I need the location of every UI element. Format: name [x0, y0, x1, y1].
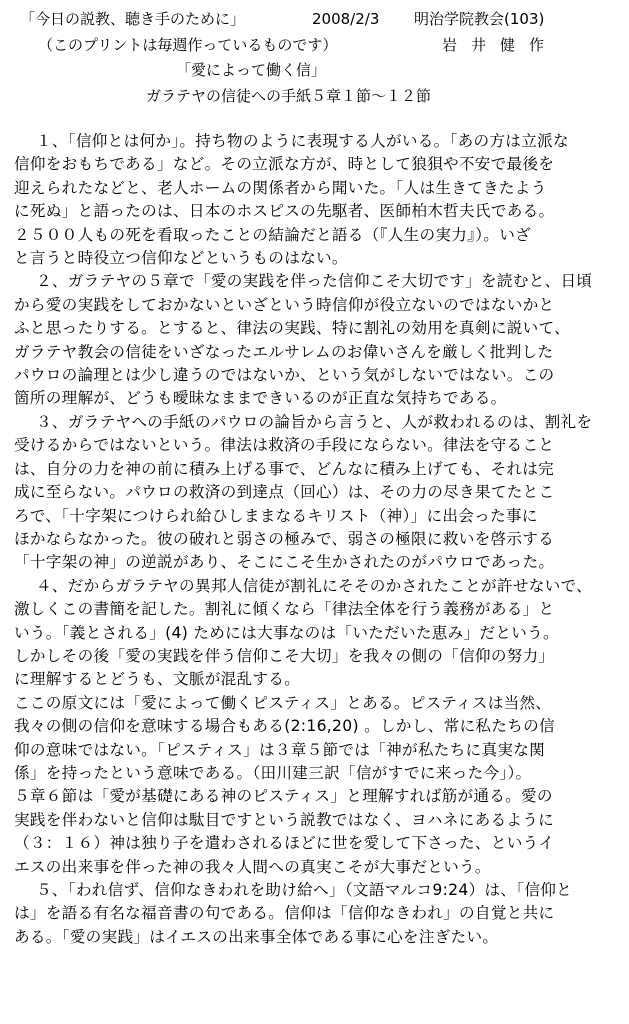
paragraph-line: ２５００人もの死を看取ったことの結論だと語る（『人生の実力』）。いざ	[14, 225, 531, 244]
paragraph-line: ろで、「十字架につけられ給ひしままなるキリスト（神）」に出会った事に	[14, 506, 538, 525]
paragraph-line: 我々の側の信仰を意味する場合もある(2:16,20) 。しかし、常に私たちの信	[14, 717, 555, 736]
paragraph-3	[14, 411, 624, 575]
paragraph-line: パウロの論理とは少し違うのではないか、という気がしないではない。この	[14, 366, 555, 385]
paragraph-line: 迎えられたなどと、老人ホームの関係者から聞いた。「人は生きてきたよう	[14, 178, 547, 197]
paragraph-line: １、「信仰とは何か」。持ち物のように表現する人がいる。「あの方は立派な	[36, 132, 569, 150]
paragraph-line: 「十字架の神」の逆説があり、そこにこそ生かされたのがパウロであった。	[14, 553, 555, 572]
paragraph-line: は、自分の力を神の前に積み上げる事で、どんなに積み上げても、それは完	[14, 459, 555, 478]
sermon-date: 2008/2/3	[312, 10, 380, 28]
paragraph-line: に死ぬ」と語ったのは、日本のホスピスの先駆者、医師柏木哲夫氏である。	[14, 202, 555, 221]
paragraph-line: 係」を持ったという意味である。（田川建三訳「信がすでに来った今」）。	[14, 763, 532, 782]
paragraph-line: から愛の実践をしておかないといざという時信仰が役立ないのではないかと	[14, 295, 555, 314]
paragraph-line: 実践を伴わないと信仰は駄目ですという説教ではなく、ヨハネにあるように	[14, 810, 555, 829]
paragraph-line: 受けるからではないという。律法は救済の手段にならない。律法を守ること	[14, 436, 555, 455]
sermon-body	[14, 130, 624, 949]
paragraph-line: しかしその後「愛の実践を伴う信仰こそ大切」を我々の側の「信仰の努力」	[14, 646, 555, 665]
sermon-theme: 「愛によって働く信」	[176, 61, 327, 79]
author-name: 岩井健作	[442, 36, 559, 54]
paragraph-line: ガラテヤ教会の信徒をいざなったエルサレムのお偉いさんを厳しく批判した	[14, 342, 554, 361]
church-name: 明治学院教会(103)	[414, 10, 545, 28]
print-note: （このプリントは毎週作っているものです）	[38, 36, 338, 54]
paragraph-line: は」を語る有名な福音書の句である。信仰は「信仰なきわれ」の自覚と共に	[14, 904, 555, 923]
paragraph-line: 信仰をおもちである」など。その立派な方が、時として狼狽や不安で最後を	[14, 155, 555, 174]
sermon-series-title: 「今日の説教、聴き手のために」	[20, 10, 246, 28]
paragraph-line: ある。「愛の実践」はイエスの出来事全体である事に心を注ぎたい。	[14, 927, 499, 946]
scripture-reference: ガラテヤの信徒への手紙５章１節～１２節	[146, 87, 432, 105]
paragraph-line: ふと思ったりする。とすると、律法の実践、特に割礼の効用を真剣に説いて、	[14, 319, 570, 338]
paragraph-5	[14, 879, 624, 949]
paragraph-line: エスの出来事を伴った神の我々人間への真実こそが大事だという。	[14, 857, 491, 876]
paragraph-line: ５章６節は「愛が基礎にある神のピスティス」と理解すれば筋が通る。愛の	[14, 787, 553, 806]
paragraph-4	[14, 575, 624, 879]
paragraph-line: ２、ガラテヤの５章で「愛の実践を伴った信仰こそ大切です」を読むと、日頃	[36, 272, 593, 291]
paragraph-line: （３：１６）神は独り子を遣わされるほどに世を愛して下さった、というイ	[14, 834, 555, 853]
paragraph-line: と言うと時役立つ信仰などというものはない。	[14, 249, 348, 268]
paragraph-line: ５、「われ信ず、信仰なきわれを助け給へ」（文語マルコ9:24）は、「信仰と	[36, 881, 573, 899]
paragraph-line: ３、ガラテヤへの手紙のパウロの論旨から言うと、人が救われるのは、割礼を	[36, 412, 593, 431]
paragraph-line: いう。「義とされる」(4) ためには大事なのは「いただいた恵み」だという。	[14, 623, 559, 642]
paragraph-line: 箇所の理解が、どうも曖昧なままできいるのが正直な気持ちである。	[14, 389, 507, 408]
paragraph-line: ほかならなかった。彼の破れと弱さの極みで、弱さの極限に救いを啓示する	[14, 529, 555, 548]
paragraph-line: に理解するとどうも、文脈が混乱する。	[14, 670, 301, 689]
paragraph-2	[14, 270, 624, 410]
paragraph-line: ４、だからガラテヤの異邦人信徒が割礼にそそのかされたことが許せないで、	[36, 576, 592, 595]
paragraph-1	[14, 130, 624, 270]
paragraph-line: ここの原文には「愛によって働くピスティス」とある。ピスティスは当然、	[14, 693, 552, 712]
paragraph-line: 成に至らない。パウロの救済の到達点（回心）は、その力の尽き果てたとこ	[14, 483, 555, 502]
paragraph-line: 仰の意味ではない。「ピスティス」は３章５節では「神が私たちに真実な関	[14, 740, 546, 759]
paragraph-line: 激しくこの書簡を記した。割礼に傾くなら「律法全体を行う義務がある」と	[14, 600, 555, 619]
